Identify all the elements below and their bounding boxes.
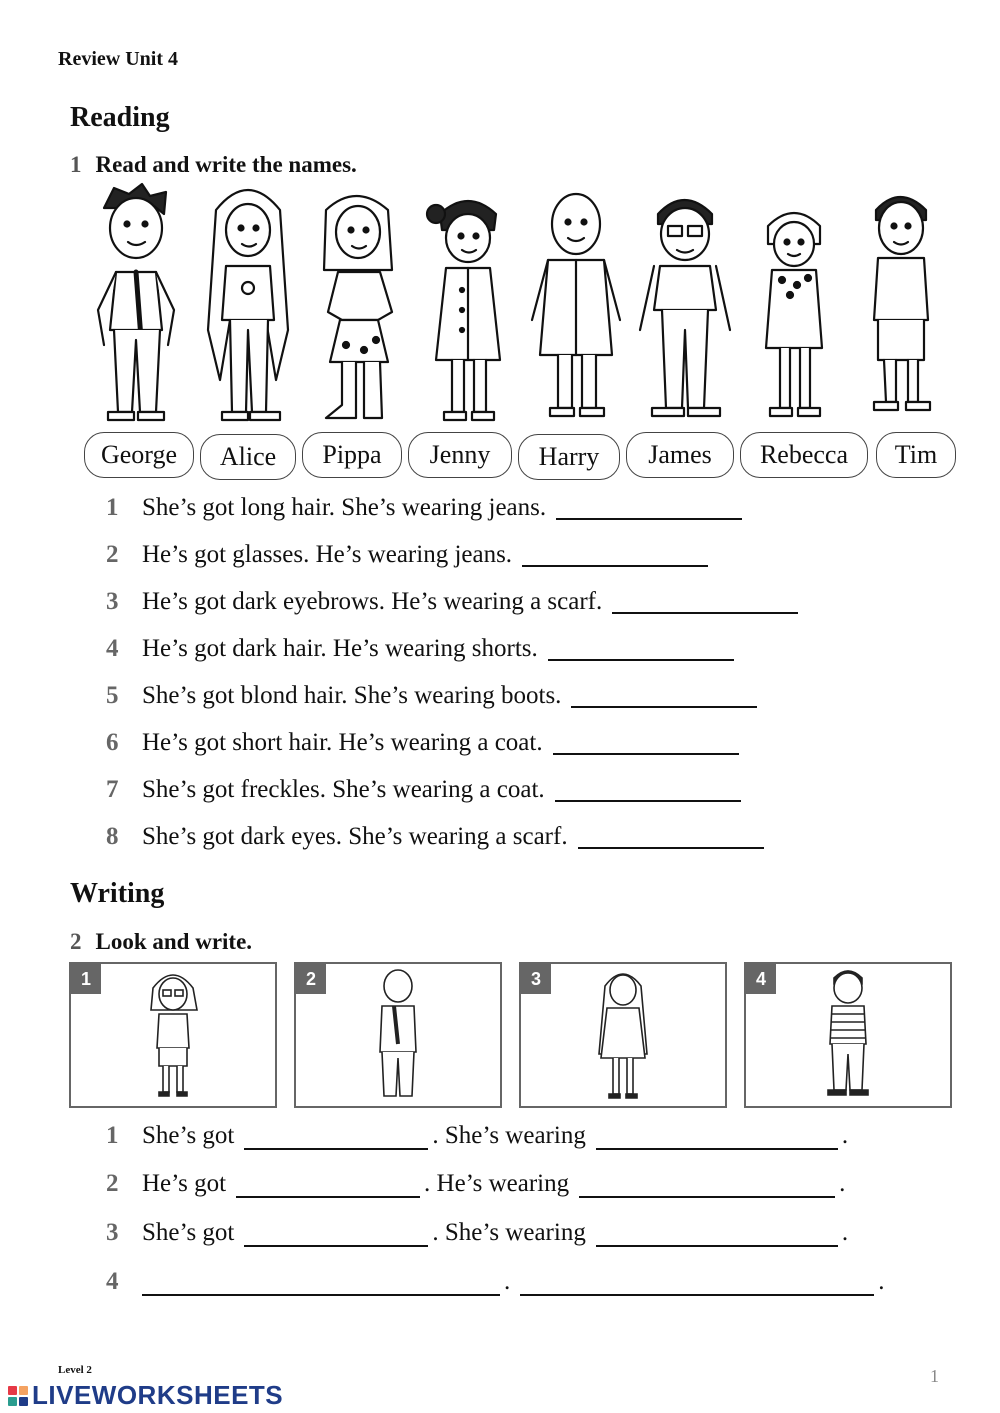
answer-blank[interactable] (236, 1176, 420, 1198)
answer-blank[interactable] (244, 1225, 428, 1247)
answer-blank[interactable] (522, 543, 708, 567)
writing-row (106, 1268, 885, 1296)
unit-title: Review Unit 4 (58, 48, 178, 70)
reading-question (106, 541, 708, 569)
row-start-text: She’s got (142, 1219, 235, 1246)
level-label: Level 2 (58, 1364, 92, 1376)
row-end-text: . (839, 1170, 846, 1197)
question-text: She’s got freckles. She’s wearing a coat. (142, 776, 545, 803)
exercise-number: 1 (70, 152, 82, 177)
name-box: Pippa (302, 432, 402, 478)
answer-blank[interactable] (548, 637, 734, 661)
picture-box (294, 962, 502, 1108)
row-middle-text: . (504, 1268, 511, 1295)
row-start-text: He’s got (142, 1170, 227, 1197)
question-number: 5 (106, 682, 119, 709)
reading-question (106, 494, 742, 522)
reading-question (106, 588, 798, 616)
answer-blank[interactable] (596, 1225, 838, 1247)
writing-row (106, 1122, 848, 1150)
figure-harry (532, 194, 620, 416)
reading-question (106, 729, 739, 757)
page-number: 1 (930, 1366, 939, 1386)
logo-text: LIVEWORKSHEETS (32, 1380, 284, 1410)
answer-blank[interactable] (520, 1274, 874, 1296)
picture-box (744, 962, 952, 1108)
writing-row (106, 1170, 845, 1198)
picture-number: 4 (746, 964, 776, 994)
children-illustration (84, 180, 964, 430)
name-box: Alice (200, 434, 296, 480)
question-number: 7 (106, 776, 119, 803)
boy-striped-shirt-illustration (744, 962, 952, 1108)
row-start-text: She’s got (142, 1122, 235, 1149)
answer-blank[interactable] (244, 1128, 428, 1150)
question-text: She’s got blond hair. She’s wearing boots. (142, 682, 562, 709)
question-number: 3 (106, 588, 119, 615)
instruction-text: Read and write the names. (95, 152, 357, 177)
question-text: He’s got dark eyebrows. He’s wearing a scarf. (142, 588, 603, 615)
logo-grid-icon (8, 1386, 28, 1406)
figure-alice (208, 190, 288, 420)
answer-blank[interactable] (142, 1274, 500, 1296)
reading-question (106, 776, 741, 804)
picture-box (519, 962, 727, 1108)
picture-number: 3 (521, 964, 551, 994)
writing-heading: Writing (70, 878, 165, 909)
writing-row (106, 1219, 848, 1247)
boy-scarf-illustration (294, 962, 502, 1108)
name-box: Jenny (408, 432, 512, 478)
row-number: 3 (106, 1219, 119, 1246)
row-end-text: . (841, 1122, 849, 1149)
question-text: She’s got dark eyes. She’s wearing a scarf. (142, 823, 568, 850)
answer-blank[interactable] (578, 825, 764, 849)
name-box: George (84, 432, 194, 478)
answer-blank[interactable] (596, 1128, 838, 1150)
answer-blank[interactable] (556, 496, 742, 520)
reading-question (106, 823, 764, 851)
row-number: 4 (106, 1268, 119, 1295)
picture-box (69, 962, 277, 1108)
liveworksheets-logo[interactable] (8, 1380, 283, 1411)
picture-number: 1 (71, 964, 101, 994)
answer-blank[interactable] (553, 731, 739, 755)
name-box: Harry (518, 434, 620, 480)
picture-number: 2 (296, 964, 326, 994)
name-box: Tim (876, 432, 956, 478)
row-end-text: . (841, 1219, 849, 1246)
row-number: 2 (106, 1170, 119, 1197)
question-text: She’s got long hair. She’s wearing jeans. (142, 494, 547, 521)
question-text: He’s got short hair. He’s wearing a coat. (142, 729, 543, 756)
figure-tim (874, 197, 930, 410)
exercise-2-instruction (70, 929, 252, 955)
question-number: 8 (106, 823, 119, 850)
question-number: 6 (106, 729, 119, 756)
row-middle-text: . She’s wearing (432, 1122, 586, 1149)
exercise-1-instruction (70, 152, 357, 178)
row-middle-text: . He’s wearing (424, 1170, 570, 1197)
reading-question (106, 682, 757, 710)
girl-long-hair-illustration (519, 962, 727, 1108)
name-box: James (626, 432, 734, 478)
instruction-text: Look and write. (95, 929, 253, 954)
girl-glasses-illustration (69, 962, 277, 1108)
row-end-text: . (878, 1268, 885, 1295)
row-number: 1 (106, 1122, 119, 1149)
question-text: He’s got glasses. He’s wearing jeans. (142, 541, 513, 568)
answer-blank[interactable] (571, 684, 757, 708)
reading-heading: Reading (70, 102, 170, 133)
question-text: He’s got dark hair. He’s wearing shorts. (142, 635, 538, 662)
figure-rebecca (766, 213, 822, 416)
question-number: 1 (106, 494, 119, 521)
answer-blank[interactable] (579, 1176, 835, 1198)
answer-blank[interactable] (555, 778, 741, 802)
answer-blank[interactable] (612, 590, 798, 614)
reading-question (106, 635, 734, 663)
name-labels (84, 432, 964, 482)
exercise-number: 2 (70, 929, 82, 954)
figure-jenny (427, 201, 500, 420)
figure-pippa (324, 196, 392, 418)
question-number: 2 (106, 541, 119, 568)
name-box: Rebecca (740, 432, 868, 478)
question-number: 4 (106, 635, 119, 662)
figure-george (98, 184, 174, 420)
row-middle-text: . She’s wearing (432, 1219, 586, 1246)
figure-james (640, 200, 730, 416)
